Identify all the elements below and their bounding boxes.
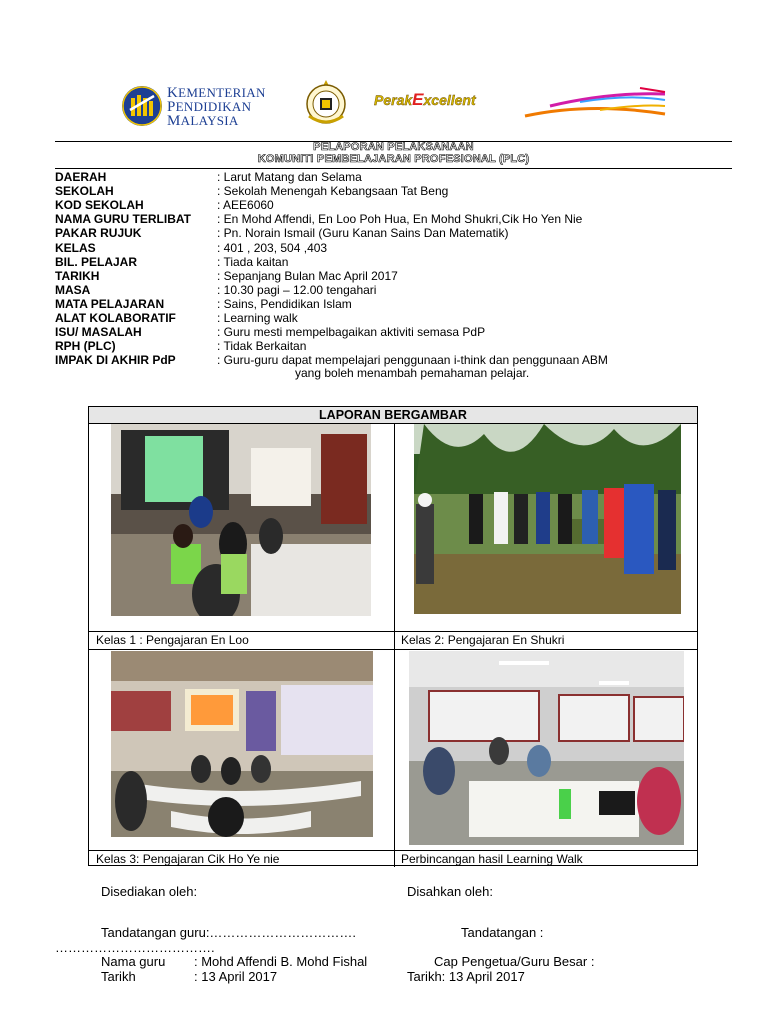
info-label: RPH (PLC) bbox=[55, 339, 116, 354]
info-row bbox=[55, 269, 735, 283]
info-row bbox=[55, 255, 735, 269]
info-label: ALAT KOLABORATIF bbox=[55, 311, 176, 325]
table-divider bbox=[89, 649, 697, 650]
info-label: MATA PELAJARAN bbox=[55, 296, 165, 311]
info-row bbox=[55, 241, 735, 255]
table-divider bbox=[89, 850, 697, 851]
table-divider bbox=[89, 631, 697, 632]
info-row bbox=[55, 283, 735, 297]
info-value: : Tiada kaitan bbox=[217, 254, 289, 269]
info-row bbox=[55, 339, 735, 353]
info-row bbox=[55, 311, 735, 325]
document-title-line2: KOMUNITI PEMBELAJARAN PROFESIONAL (PLC) bbox=[257, 153, 530, 165]
info-label: KELAS bbox=[55, 240, 96, 255]
info-label: BIL. PELAJAR bbox=[55, 254, 138, 269]
info-value: : Sekolah Menengah Kebangsaan Tat Beng bbox=[217, 184, 449, 199]
photo-class-3 bbox=[111, 651, 373, 837]
info-value: : AEE6060 bbox=[217, 198, 274, 213]
photo-class-2 bbox=[414, 424, 681, 614]
info-value: : Guru mesti mempelbagaikan aktiviti semasa PdP bbox=[217, 325, 486, 340]
header-bottom-rule bbox=[55, 168, 732, 169]
caption-photo-4: Perbincangan hasil Learning Walk bbox=[401, 852, 583, 866]
principal-date: Tarikh: 13 April 2017 bbox=[407, 969, 525, 984]
info-value: : 10.30 pagi – 12.00 tengahari bbox=[217, 282, 377, 297]
kpm-logo-text: KEMENTERIAN PENDIDIKAN MALAYSIA bbox=[167, 85, 266, 129]
info-row bbox=[55, 184, 735, 198]
teacher-signature-line: Tandatangan guru:……………………………. bbox=[101, 925, 357, 940]
perak-excellent-logo: PerakExcellent bbox=[374, 90, 476, 109]
teacher-name-value: : Mohd Affendi B. Mohd Fishal bbox=[194, 954, 368, 969]
teacher-date-label: Tarikh bbox=[101, 969, 136, 984]
info-value: : En Mohd Affendi, En Loo Poh Hua, En Mohd Shukri,Cik Ho Yen Nie bbox=[217, 212, 583, 227]
info-value: : Pn. Norain Ismail (Guru Kanan Sains Dan Matematik) bbox=[217, 226, 509, 241]
photo-report-table bbox=[88, 406, 698, 866]
teacher-date-value: : 13 April 2017 bbox=[194, 969, 278, 984]
signature-dots: ………………………………. bbox=[55, 940, 215, 955]
document-title-line1: PELAPORAN PELAKSANAAN bbox=[313, 141, 474, 153]
info-row bbox=[55, 226, 735, 240]
table-column-divider bbox=[394, 423, 395, 867]
info-value: : Larut Matang dan Selama bbox=[217, 170, 362, 184]
info-value: : 401 , 203, 504 ,403 bbox=[217, 240, 328, 255]
perak-crest-logo bbox=[303, 78, 349, 126]
info-label: DAERAH bbox=[55, 170, 107, 184]
info-row bbox=[55, 297, 735, 311]
info-row bbox=[55, 170, 735, 184]
approved-by-label: Disahkan oleh: bbox=[407, 884, 493, 899]
info-label: KOD SEKOLAH bbox=[55, 198, 144, 213]
caption-photo-3: Kelas 3: Pengajaran Cik Ho Ye nie bbox=[96, 852, 280, 866]
swoosh-logo bbox=[520, 84, 670, 124]
photo-discussion bbox=[409, 651, 684, 845]
photo-class-1 bbox=[111, 424, 371, 616]
photo-report-title: LAPORAN BERGAMBAR bbox=[89, 407, 697, 423]
principal-stamp-label: Cap Pengetua/Guru Besar : bbox=[434, 954, 595, 969]
caption-photo-2: Kelas 2: Pengajaran En Shukri bbox=[401, 633, 565, 647]
info-value: : Guru-guru dapat mempelajari penggunaan i-think dan penggunaan ABM bbox=[217, 353, 608, 368]
info-label: PAKAR RUJUK bbox=[55, 226, 142, 241]
caption-photo-1: Kelas 1 : Pengajaran En Loo bbox=[96, 633, 249, 647]
kpm-emblem-logo bbox=[122, 86, 162, 126]
principal-signature-line: Tandatangan : bbox=[461, 925, 544, 940]
info-row bbox=[55, 212, 735, 226]
info-label: TARIKH bbox=[55, 268, 100, 283]
info-label: NAMA GURU TERLIBAT bbox=[55, 212, 191, 227]
info-row bbox=[55, 198, 735, 212]
info-row bbox=[55, 325, 735, 339]
teacher-name-label: Nama guru bbox=[101, 954, 166, 969]
prepared-by-label: Disediakan oleh: bbox=[101, 884, 198, 899]
info-value: : Learning walk bbox=[217, 311, 298, 325]
info-value: : Tidak Berkaitan bbox=[217, 339, 307, 354]
info-label: SEKOLAH bbox=[55, 184, 114, 199]
info-value: : Sains, Pendidikan Islam bbox=[217, 296, 352, 311]
info-label: ISU/ MASALAH bbox=[55, 325, 142, 340]
impak-continuation: yang boleh menambah pemahaman pelajar. bbox=[295, 366, 530, 380]
info-label: MASA bbox=[55, 282, 91, 297]
info-value: : Sepanjang Bulan Mac April 2017 bbox=[217, 268, 398, 283]
info-label: IMPAK DI AKHIR PdP bbox=[55, 353, 176, 368]
